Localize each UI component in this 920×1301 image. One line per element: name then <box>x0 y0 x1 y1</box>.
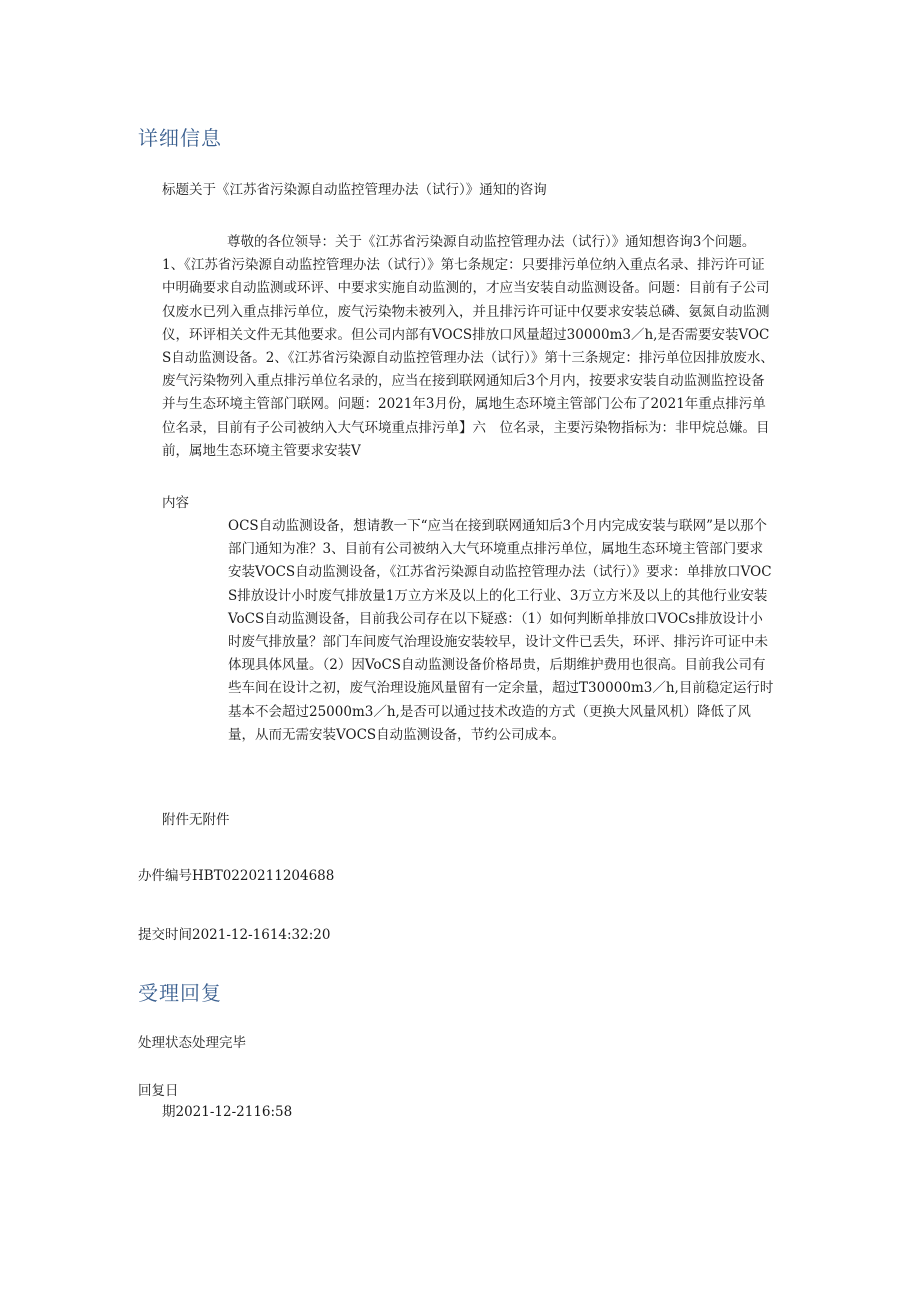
detail-section-heading: 详细信息 <box>138 126 222 150</box>
reply-date-value: 期2021-12-2116:58 <box>162 1104 293 1120</box>
reply-section-heading: 受理回复 <box>138 981 222 1005</box>
content-text-part1: 尊敬的各位领导：关于《江苏省污染源自动监控管理办法（试行）》通知想咨询3个问题。1、《江苏省污染源自动监控管理办法（试行）》第七条规定：只要排污单位纳入重点名录、排污许可证中明确要求自动监测或环评、中要求实施自动监测的，才应当安装自动监测设备。问题：目前有子公司仅废水已列入重点排污单位，废气污染物未被列入，并且排污许可证中仅要求安装总磷、氨氮自动监测仪，环评相关文件无其他要求。但公司内部有VOCS排放口风量超过30000m3／h,是否需要安装VOCS自动监测设备。2、《江苏省污染源自动监控管理办法（试行）》第十三条规定：排污单位因排放废水、废气污染物列入重点排污单位名录的，应当在接到联网通知后3个月内，按要求安装自动监测监控设备并与生态环境主管部门联网。问题：2021年3月份，属地生态环境主管部门公布了2021年重点排污单位名录，目前有子公司被纳入大气环境重点排污单】六 位名录，主要污染物指标为：非甲烷总嫌。目前，属地生态环境主管要求安装V <box>162 234 774 459</box>
case-number-line: 办件编号HBT0220211204688 <box>138 868 335 884</box>
submit-time-line: 提交时间2021-12-1614:32:20 <box>138 927 331 943</box>
content-label: 内容 <box>162 495 189 511</box>
content-text-part2: OCS自动监测设备，想请教一下“应当在接到联网通知后3个月内完成安装与联网”是以那个部门通知为准？3、目前有公司被纳入大气环境重点排污单位，属地生态环境主管部门要求安装VOCS自动监测设备，《江苏省污染源自动监控管理办法（试行）》要求：单排放口VOCS排放设计小时废气排放量1万立方米及以上的化工行业、3万立方米及以上的其他行业安装VoCS自动监测设备，目前我公司存在以下疑惑：（1）如何判断单排放口VOCs排放设计小时废气排放量？部门车间废气治理设施安装较早，设计文件已丢失，环评、排污许可证中未体现具体风量。（2）因VoCS自动监测设备价格昂贵，后期维护费用也很高。目前我公司有些车间在设计之初，废气治理设施风量留有一定余量，超过T30000m3／h,目前稳定运行时基本不会超过25000m3／h,是否可以通过技术改造的方式（更换大风量风机）降低了风量，从而无需安装VOCS自动监测设备，节约公司成本。 <box>228 518 774 743</box>
title-line: 标题关于《江苏省污染源自动监控管理办法（试行）》通知的咨询 <box>162 182 547 198</box>
attachment-line: 附件无附件 <box>162 812 230 828</box>
status-line: 处理状态处理完毕 <box>138 1035 246 1051</box>
reply-date-label: 回复日 <box>138 1083 179 1099</box>
